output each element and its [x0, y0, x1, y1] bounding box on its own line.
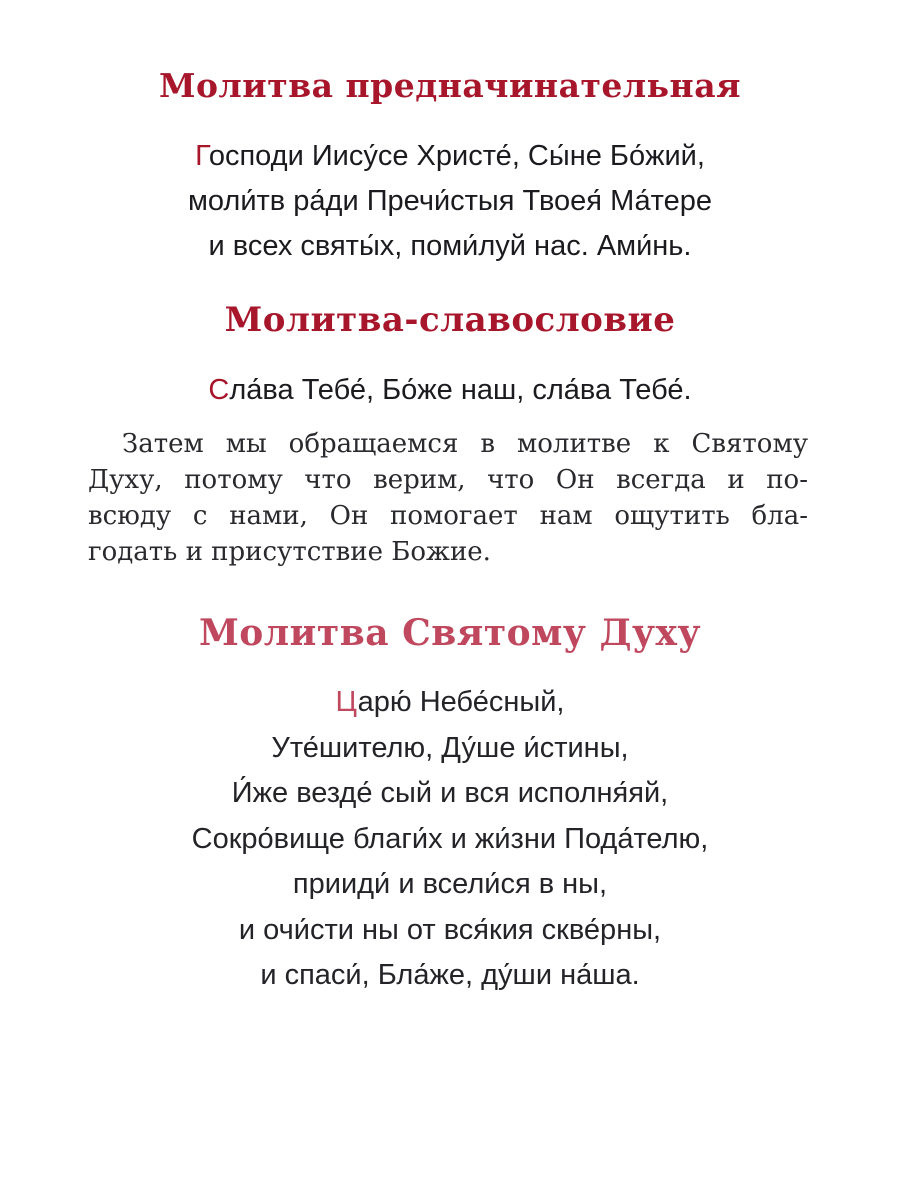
prayer-line: Уте́шителю, Ду́ше и́стины,	[271, 731, 629, 764]
prayer-pre-prayer	[0, 134, 900, 269]
prayer-line: Сокро́вище благи́х и жи́зни Пода́телю,	[191, 822, 709, 855]
narrative-line: Духу, потому что верим, что Он всегда и по-	[88, 465, 808, 495]
prayer-line: И́же везде́ сый и вся исполня́яй,	[231, 777, 669, 809]
narrative-paragraph	[88, 426, 808, 570]
section-title-holy-spirit: Молитва Святому Духу	[198, 612, 702, 654]
prayer-line	[0, 134, 900, 179]
prayer-doxology	[0, 368, 900, 413]
prayer-line: и спаси́, Бла́же, ду́ши на́ша.	[260, 959, 640, 991]
prayer-line-text: ла́ва Тебе́, Бо́же наш, сла́ва Тебе́.	[229, 374, 692, 406]
prayer-line	[0, 368, 900, 413]
drop-initial: С	[208, 374, 230, 406]
narrative-line: всюду с нами, Он помогает нам ощутить бла-	[88, 501, 808, 531]
drop-initial: Г	[195, 140, 209, 172]
section-title-doxology: Молитва-славословие	[224, 300, 676, 340]
prayer-holy-spirit	[0, 680, 900, 999]
narrative-line: годать и присутствие Божие.	[88, 537, 491, 567]
prayer-line	[0, 680, 900, 726]
prayer-line: и очи́сти ны от вся́кия скве́рны,	[238, 913, 662, 946]
drop-initial: Ц	[335, 686, 358, 718]
prayer-line: прииди́ и всели́ся в ны,	[292, 868, 608, 900]
prayer-line-text: осподи Иису́се Христе́, Сы́не Бо́жий,	[208, 140, 705, 172]
prayer-line-text: арю́ Небе́сный,	[357, 686, 565, 718]
section-title-pre-prayer: Молитва предначинательная	[159, 66, 741, 105]
prayer-line: и всех святы́х, поми́луй нас. Ами́нь.	[208, 230, 692, 262]
narrative-line: Затем мы обращаемся в молитве к Святому	[122, 429, 808, 459]
prayer-line: моли́тв ра́ди Пречи́стыя Твоея́ Ма́тере	[187, 185, 713, 217]
